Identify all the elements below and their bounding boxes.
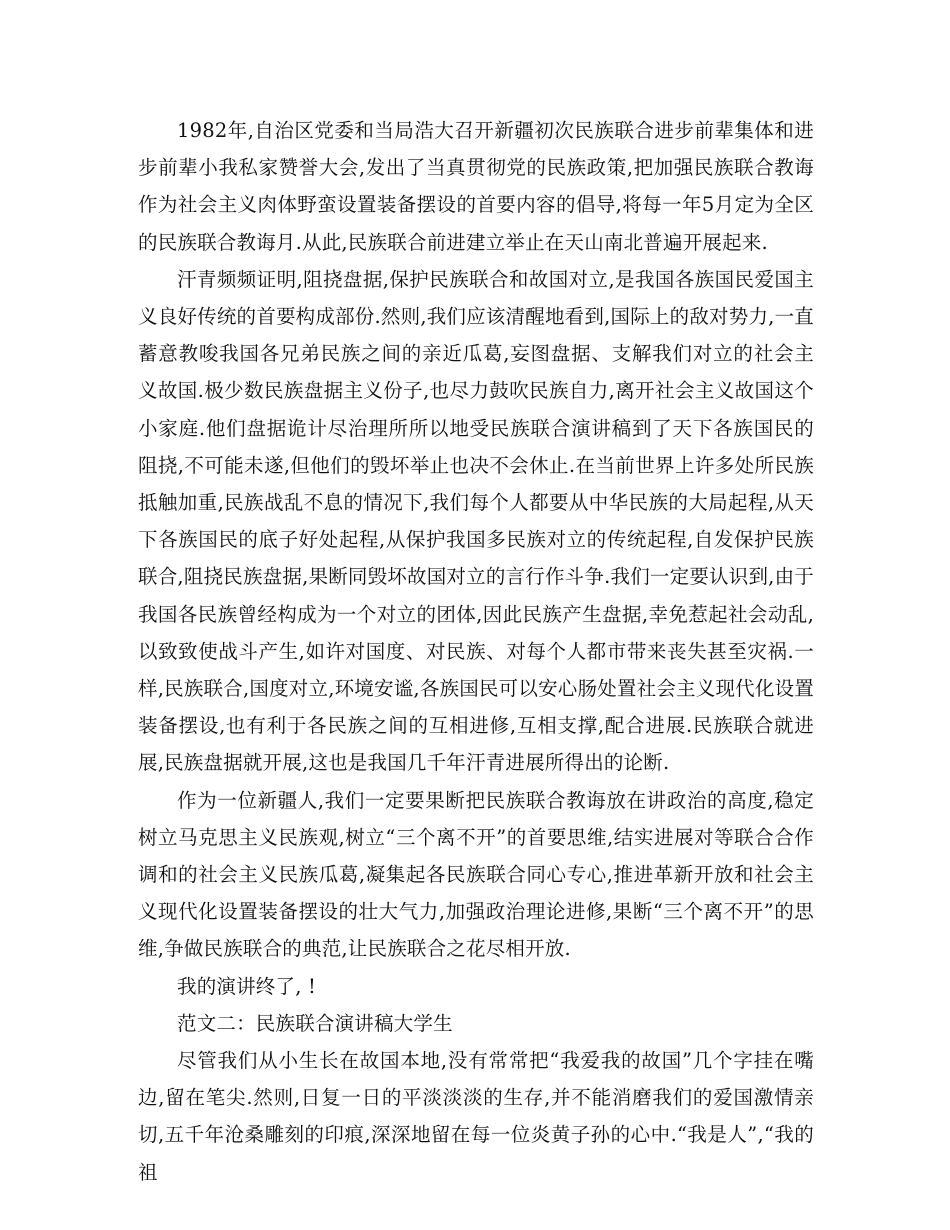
paragraph-1982-conference: 1982年,自治区党委和当局浩大召开新疆初次民族联合进步前辈集体和进步前辈小我私家赞誉大会,发出了当真贯彻党的民族政策,把加强民族联合教诲作为社会主义肉体野蛮设置装备摆设的首要内容的倡导,将每一年5月定为全区的民族联合教诲月.从此,民族联合前进建立举止在天山南北普遍开展起来.: [138, 119, 814, 254]
paragraph-history-unity: 汗青频频证明,阻挠盘据,保护民族联合和故国对立,是我国各族国民爱国主义良好传统的首要构成部份.然则,我们应该清醒地看到,国际上的敌对势力,一直蓄意教唆我国各兄弟民族之间的亲近瓜葛,妄图盘据、支解我们对立的社会主义故国.极少数民族盘据主义份子,也尽力鼓吹民族自力,离开社会主义故国这个小家庭.他们盘据诡计尽治理所所以地受民族联合演讲稿到了天下各族国民的阻挠,不可能未遂,但他们的毁坏举止也决不会休止.在当前世界上许多处所民族抵触加重,民族战乱不息的情况下,我们每个人都要从中华民族的大局起程,从天下各族国民的底子好处起程,从保护我国多民族对立的传统起程,自发保护民族联合,阻挠民族盘据,果断同毁坏故国对立的言行作斗争.我们一定要认识到,由于我国各民族曾经构成为一个对立的团体,因此民族产生盘据,幸免惹起社会动乱,以致致使战斗产生,如许对国度、对民族、对每个人都市带来丧失甚至灾祸.一样,民族联合,国度对立,环境安谧,各族国民可以安心肠处置社会主义现代化设置装备摆设,也有利于各民族之间的互相进修,互相支撑,配合进展.民族联合就进展,民族盘据就开展,这也是我国几千年汗青进展所得出的论断.: [138, 267, 814, 775]
document-body: [138, 112, 814, 1191]
paragraph-xinjiang-resolve: 作为一位新疆人,我们一定要果断把民族联合教诲放在讲政治的高度,稳定树立马克思主义民族观,树立“三个离不开”的首要思维,结实进展对等联合合作调和的社会主义民族瓜葛,凝集起各民族联合同心专心,推进革新开放和社会主义现代化设置装备摆设的壮大气力,加强政治理论进修,果断“三个离不开”的思维,争做民族联合的典范,让民族联合之花尽相开放.: [138, 788, 814, 961]
section-heading-sample-two: 范文二：民族联合演讲稿大学生: [177, 1011, 453, 1035]
paragraph-sample-two-intro: 尽管我们从小生长在故国本地,没有常常把“我爱我的故国”几个字挂在嘴边,留在笔尖.然则,日复一日的平淡淡淡的生存,并不能消磨我们的爱国激情亲切,五千年沧桑雕刻的印痕,深深地留在每一位炎黄子孙的心中.“我是人”,“我的祖: [138, 1049, 814, 1184]
paragraph-closing: 我的演讲终了, !: [177, 974, 317, 998]
